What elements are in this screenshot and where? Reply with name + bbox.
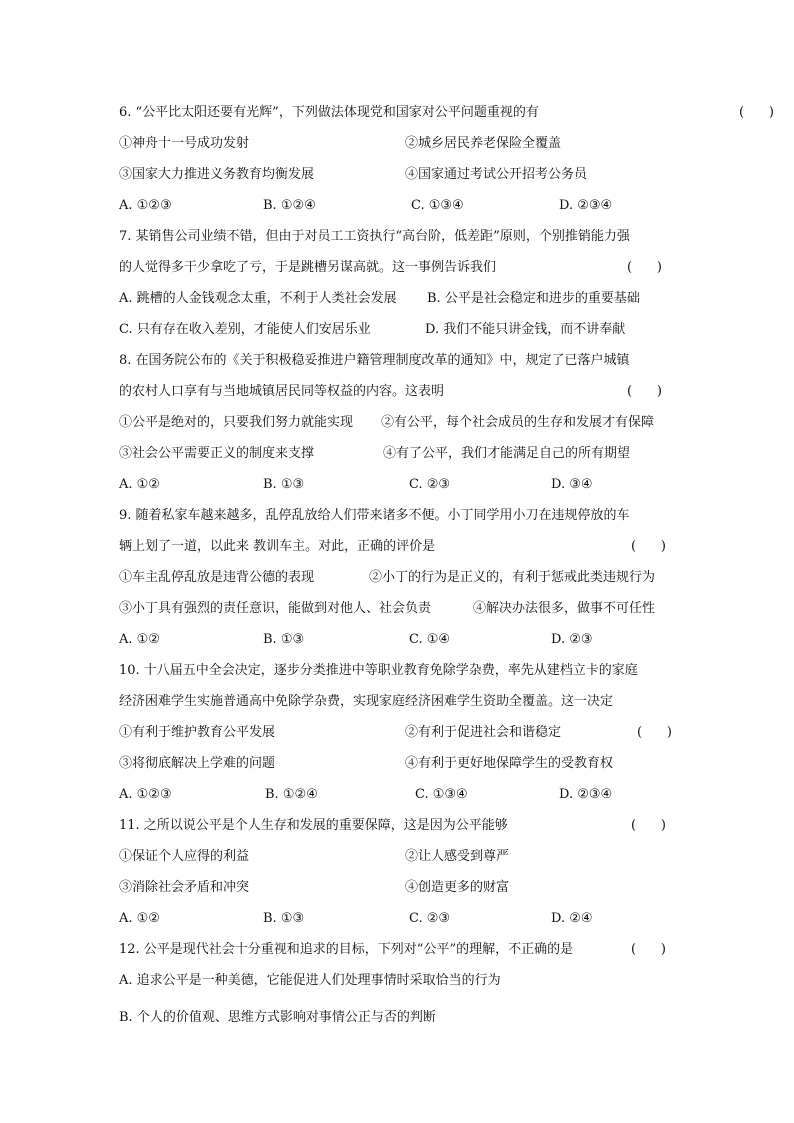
choice: C. ①④ [409,632,451,647]
choice: C. ②③ [409,911,451,926]
statement: ③将彻底解决上学难的问题 [119,756,276,771]
statement: ④创造更多的财富 [405,880,510,895]
answer-paren: ( ) [627,384,662,399]
choice: D. ②③④ [559,787,613,802]
statement: ③消除社会矛盾和冲突 [119,880,250,895]
choice: B. ①③ [263,477,305,492]
q8-stem-text: 的农村人口享有与当地城镇居民同等权益的内容。这表明 [119,384,445,399]
q11-statements-row-2 [119,880,679,896]
choice: B. ①②④ [265,787,318,802]
statement: ④解决办法很多，做事不可任性 [473,601,656,616]
q7-stem-line-1: 7. 某销售公司业绩不错，但由于对员工工资执行“高台阶，低差距”原则，个别推销能力强 [119,229,630,244]
choice: C. ②③ [409,477,451,492]
q6-choices [119,198,679,214]
choice: B. ①②④ [263,198,316,213]
choice: D. ②④ [551,911,593,926]
statement: ③国家大力推进义务教育均衡发展 [119,167,315,182]
q8-choices [119,477,679,493]
q11-statements-row-1 [119,849,679,865]
q11-choices [119,911,679,927]
q9-stem-line-1: 9. 随着私家车越来越多，乱停乱放给人们带来诸多不便。小丁同学用小刀在违规停放的车 [119,508,630,523]
choice: A. ①② [119,632,160,647]
statement: ①车主乱停乱放是违背公德的表现 [119,570,315,585]
q6-statements-row-2 [119,167,679,183]
q10-stem-line-2: 经济困难学生实施普通高中免除学杂费，实现家庭经济困难学生资助全覆盖。这一决定 [119,694,614,709]
choice: C. ①③④ [411,198,464,213]
choice: C. ①③④ [415,787,468,802]
statement: ②小丁的行为是正义的，有利于惩戒此类违规行为 [369,570,656,585]
statement: ④国家通过考试公开招考公务员 [405,167,588,182]
choice: A. ①② [119,911,160,926]
choice: D. ②③④ [559,198,613,213]
q10-statements-row-1 [119,725,679,741]
statement: ③社会公平需要正义的制度来支撑 [119,446,315,461]
q9-stem-text: 辆上划了一道，以此来 教训车主。对此，正确的评价是 [119,539,436,554]
choice: D. 我们不能只讲金钱，而不讲奉献 [425,322,626,337]
q7-stem-line-2 [119,260,679,276]
statement: ②有利于促进社会和谐稳定 [405,725,562,740]
answer-paren: ( ) [631,818,666,833]
q8-stem-line-2 [119,384,679,400]
q9-choices [119,632,679,648]
statement: ①神舟十一号成功发射 [119,136,250,151]
q6-stem [119,105,774,121]
q9-statements-row-1 [119,570,679,586]
q7-options-row-2 [119,322,679,338]
statement: ④有利于更好地保障学生的受教育权 [405,756,614,771]
q9-statements-row-2 [119,601,679,617]
q10-choices [119,787,679,803]
choice: A. ①②③ [119,198,172,213]
statement: ①有利于维护教育公平发展 [119,725,276,740]
q12-option-a: A. 追求公平是一种美德，它能促进人们处理事情时采取恰当的行为 [119,973,501,988]
statement: ②让人感受到尊严 [405,849,510,864]
choice: A. 跳槽的人金钱观念太重，不利于人类社会发展 [119,291,397,306]
q8-statements-row-1 [119,415,679,431]
statement: ④有了公平，我们才能满足自己的所有期望 [383,446,631,461]
answer-paren: ( ) [637,725,672,740]
q12-option-b: B. 个人的价值观、思维方式影响对事情公正与否的判断 [119,1010,436,1025]
q12-stem-text: 12. 公平是现代社会十分重视和追求的目标，下列对“公平”的理解，不正确的是 [119,942,574,957]
q7-options-row-1 [119,291,679,307]
statement: ②城乡居民养老保险全覆盖 [405,136,562,151]
q10-stem-line-1: 10. 十八届五中全会决定，逐步分类推进中等职业教育免除学杂费，率先从建档立卡的家庭 [119,663,638,678]
q11-stem-text: 11. 之所以说公平是个人生存和发展的重要保障，这是因为公平能够 [119,818,508,833]
choice: B. ①③ [263,911,305,926]
choice: D. ②③ [551,632,593,647]
statement: ③小丁具有强烈的责任意识，能做到对他人、社会负责 [119,601,432,616]
answer-paren: ( ) [739,105,774,120]
q10-statements-row-2 [119,756,679,772]
statement: ①公平是绝对的，只要我们努力就能实现 [119,415,354,430]
choice: C. 只有存在收入差别，才能使人们安居乐业 [119,322,371,337]
choice: B. ①③ [263,632,305,647]
q11-stem [119,818,679,834]
choice: D. ③④ [551,477,593,492]
statement: ①保证个人应得的利益 [119,849,250,864]
answer-paren: ( ) [631,539,666,554]
q8-stem-line-1: 8. 在国务院公布的《关于积极稳妥推进户籍管理制度改革的通知》中，规定了已落户城镇 [119,353,630,368]
answer-paren: ( ) [627,260,662,275]
choice: A. ①② [119,477,160,492]
answer-paren: ( ) [631,942,666,957]
statement: ②有公平，每个社会成员的生存和发展才有保障 [381,415,655,430]
q9-stem-line-2 [119,539,679,555]
q12-stem [119,942,679,958]
q8-statements-row-2 [119,446,679,462]
q6-stem-line-1: 6. “公平比太阳还要有光辉”，下列做法体现党和国家对公平问题重视的有 [119,105,539,120]
q7-stem-text: 的人觉得多干少拿吃了亏，于是跳槽另谋高就。这一事例告诉我们 [119,260,497,275]
q6-statements-row-1 [119,136,679,152]
choice: B. 公平是社会稳定和进步的重要基础 [427,291,640,306]
choice: A. ①②③ [119,787,172,802]
